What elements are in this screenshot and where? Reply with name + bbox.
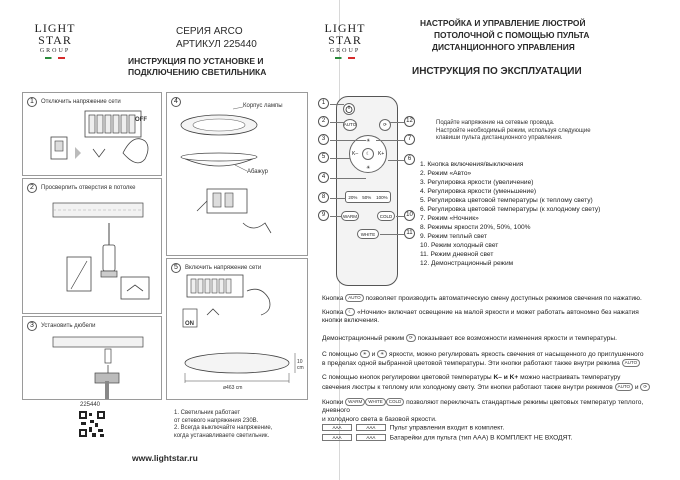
callout-3: 3	[318, 134, 329, 145]
callout-line	[396, 216, 404, 217]
callout-line	[376, 140, 404, 141]
callout-line	[330, 122, 344, 123]
callout-line	[330, 198, 346, 199]
night-button[interactable]	[362, 148, 374, 160]
battery-icon: AAA	[322, 434, 352, 441]
auto-paragraph: Кнопка AUTO позволяет производить автоматическую смену доступных режимов свечения по нажатию.	[322, 294, 642, 302]
brightness-paragraph: С помощью ☀ и ☀ яркости, можно регулировать яркость свечения от насыщенного до приглушенного в пределах одной выбранной цветовой температуры. Эти кнопки работают также внутри режима AUTO	[322, 350, 644, 368]
battery-icon: AAA	[356, 424, 386, 431]
function-list	[420, 160, 670, 268]
power-icon	[345, 105, 353, 113]
callout-line	[330, 140, 366, 141]
step-4-panel: 4 Корпус лампы Абажур	[166, 92, 308, 256]
battery-icon: AAA	[356, 434, 386, 441]
callout-line	[390, 122, 404, 123]
lightstar-logo: LIGHT STAR GROUP	[34, 22, 76, 68]
callout-1: 1	[318, 98, 329, 109]
list-item: 5. Регулировка цветовой температуры (к теплому свету)	[420, 197, 593, 204]
auto-icon: AUTO	[622, 359, 640, 367]
remote-heading-line3: ДИСТАНЦИОННОГО УПРАВЛЕНИЯ	[432, 42, 575, 52]
list-item: 12. Демонстрационный режим	[420, 260, 514, 267]
k-buttons-label: K– и K+	[493, 374, 519, 381]
drilling-illustration	[23, 179, 163, 315]
moon-icon: ☾	[365, 150, 371, 156]
demo-icon: ⟳	[383, 121, 387, 127]
step-2-panel: 2 Просверлить отверстия в потолке	[22, 178, 162, 314]
list-item: 6. Регулировка цветовой температуры (к холодному свету)	[420, 206, 601, 213]
breaker-switch-illustration	[23, 93, 163, 177]
brightness-levels	[345, 191, 391, 203]
remote-heading-line1: НАСТРОЙКА И УПРАВЛЕНИЕ ЛЮСТРОЙ	[420, 18, 586, 28]
list-item: 8. Режимы яркости 20%, 50%, 100%	[420, 224, 531, 231]
dimension-diameter: ø463 cm	[223, 385, 243, 391]
battery-icon: AAA	[322, 424, 352, 431]
dowel-illustration	[23, 317, 163, 401]
callout-2: 2	[318, 116, 329, 127]
demo-icon: ⟳	[640, 383, 650, 391]
callout-10: 10	[404, 210, 415, 221]
auto-icon: AUTO	[615, 383, 633, 391]
italian-flag-icon	[45, 57, 65, 59]
callout-8: 8	[318, 192, 329, 203]
auto-icon: AUTO	[345, 294, 363, 302]
article-number: АРТИКУЛ 225440	[176, 39, 257, 50]
battery-note: AAA AAA Батарейки для пульта (тип AAA) В КОМПЛЕКТ НЕ ВХОДЯТ.	[322, 434, 670, 443]
dimension-height: 10 cm	[297, 359, 304, 371]
warm-button[interactable]: WARM	[341, 211, 359, 221]
list-item: 3. Регулировка яркости (увеличение)	[420, 179, 534, 186]
demo-paragraph: Демонстрационный режим ⟳ показывает все возможности изменения яркости и температуры.	[322, 334, 617, 342]
operation-subheading: ИНСТРУКЦИЯ ПО ЭКСПЛУАТАЦИИ	[412, 66, 582, 77]
warm-icon: WARM	[345, 398, 365, 406]
step-3-panel: 3 Установить дюбели	[22, 316, 162, 400]
cold-icon: COLD	[386, 398, 405, 406]
demo-button[interactable]	[379, 119, 391, 131]
doc-title-line1: ИНСТРУКЦИЯ ПО УСТАНОВКЕ И	[128, 56, 264, 66]
list-item: 9. Режим теплый свет	[420, 233, 487, 240]
list-item: 7. Режим «Ночник»	[420, 215, 479, 222]
temperature-paragraph: С помощью кнопок регулировки цветовой температуры K– и K+ можно настраивать температуру свечения люстры к теплому или холодному свету. Эти кнопки работают также внутри режимов AUTO и ⟳	[322, 374, 670, 392]
brightness-100-button[interactable]: 100%	[376, 194, 388, 200]
callout-7: 7	[404, 134, 415, 145]
brightness-50-button[interactable]: 50%	[362, 194, 372, 200]
step-1-panel: 1 Отключить напряжение сети OFF	[22, 92, 162, 176]
k-plus-button[interactable]: K+	[378, 151, 385, 157]
demo-icon: ⟳	[406, 334, 416, 342]
remote-heading-line2: ПОТОЛОЧНОЙ С ПОМОЩЬЮ ПУЛЬТА	[434, 30, 590, 40]
article-small: 225440	[80, 402, 101, 408]
auto-button[interactable]: AUTO	[343, 119, 357, 131]
lamp-assembly-illustration	[167, 93, 309, 257]
doc-title-line2: ПОДКЛЮЧЕНИЮ СВЕТИЛЬНИКА	[128, 67, 267, 77]
callout-line	[330, 216, 342, 217]
cold-button[interactable]: COLD	[377, 211, 395, 221]
k-minus-button[interactable]: K–	[352, 151, 359, 157]
remote-included-note: AAA AAA Пульт управления входит в комплект.	[322, 424, 670, 433]
qr-code-icon	[78, 410, 106, 438]
list-item: 1. Кнопка включения/выключения	[420, 161, 524, 168]
series-title: СЕРИЯ ARCO	[176, 26, 243, 37]
lightstar-logo: LIGHT STAR GROUP	[324, 22, 366, 68]
power-on-illustration	[167, 259, 309, 401]
website-link[interactable]: www.lightstar.ru	[132, 453, 198, 463]
list-item: 10. Режим холодный свет	[420, 242, 499, 249]
callout-6: 6	[404, 154, 415, 165]
brightness-down-icon: ☀	[377, 350, 387, 358]
white-button[interactable]: WHITE	[357, 229, 379, 239]
safety-notes: 1. Светильник работает от сетевого напряжения 230В. 2. Всегда выключайте напряжение, когда устанавливаете светильник.	[174, 410, 273, 439]
step-5-panel: 5 Включить напряжение сети ON ø463 cm 10 cm	[166, 258, 308, 400]
callout-line	[380, 234, 404, 235]
italian-flag-icon	[335, 57, 355, 59]
power-button[interactable]	[343, 103, 355, 115]
brightness-up-button[interactable]: ☀	[366, 138, 371, 144]
brightness-20-button[interactable]: 20%	[348, 194, 358, 200]
intro-text: Подайте напряжение на сетевые провода. Настройте необходимый режим, используя следующие клавиши пульта дистанционного управления.	[436, 120, 591, 141]
brightness-down-button[interactable]: ☀	[366, 165, 371, 171]
list-item: 11. Режим дневной свет	[420, 251, 494, 258]
list-item: 2. Режим «Авто»	[420, 170, 472, 177]
moon-icon: ☾	[345, 308, 355, 316]
list-item: 4. Регулировка яркости (уменьшение)	[420, 188, 537, 195]
white-icon: WHITE	[365, 398, 386, 406]
modes-paragraph: Кнопки WARM WHITE COLD позволяют переключать стандартные режимы цветовых температур теплого, дневного и холодного света в базовой яркости.	[322, 398, 644, 423]
remote-control	[336, 96, 398, 286]
callout-9: 9	[318, 210, 329, 221]
brightness-up-icon: ☀	[360, 350, 370, 358]
night-paragraph: Кнопка ☾ «Ночник» включает освещение на малой яркости и может работать автономно без нажатия кнопки включения.	[322, 308, 639, 325]
callout-line	[330, 178, 366, 179]
callout-line	[330, 158, 350, 159]
callout-line	[388, 160, 404, 161]
callout-11: 11	[404, 228, 415, 239]
callout-12: 12	[404, 116, 415, 127]
callout-4: 4	[318, 172, 329, 183]
callout-5: 5	[318, 152, 329, 163]
callout-line	[330, 104, 344, 105]
